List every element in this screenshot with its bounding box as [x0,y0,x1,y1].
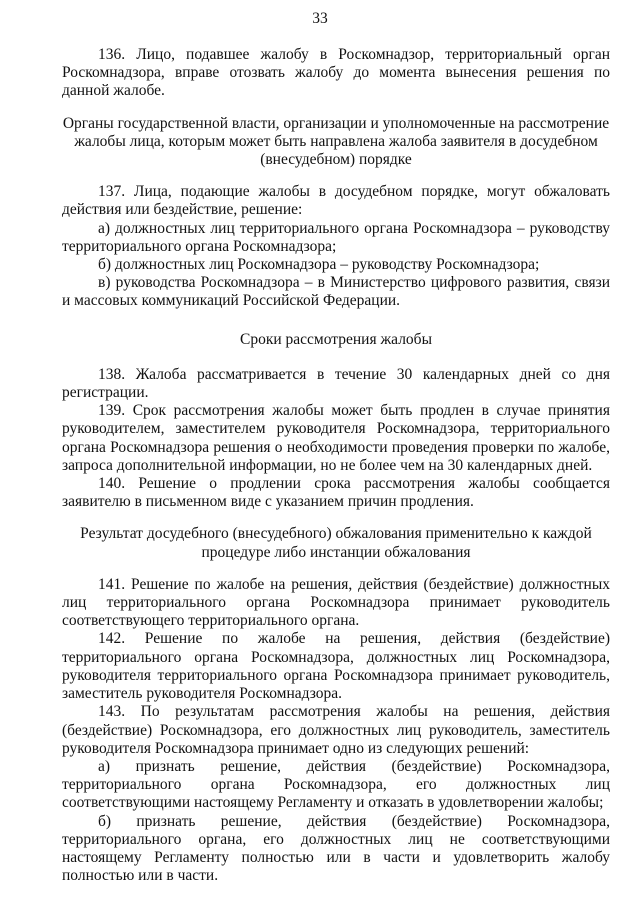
paragraph-138: 138. Жалоба рассматривается в течение 30 календарных дней со дня регистрации. [62,365,610,402]
section-heading-review-terms: Сроки рассмотрения жалобы [240,330,432,348]
paragraph-137: 137. Лица, подающие жалобы в досудебном порядке, могут обжаловать действия или бездействие, решение: [62,183,610,219]
paragraph-142: 142. Решение по жалобе на решения, действия (бездействие) территориального органа Роскомнадзора, должностных лиц Роскомнадзора, руководителя территориального органа Роскомнадзора принимает руководитель, заместитель руководителя Роскомнадзора. [62,630,610,703]
section-heading-appeal-bodies: Органы государственной власти, организации и уполномоченные на рассмотрение жалобы лица, которым может быть направлена жалоба заявителя в досудебном (внесудебном) порядке [62,114,610,169]
paragraph-143-a: а) признать решение, действия (бездействие) Роскомнадзора, территориального органа Роскомнадзора, его должностных лиц соответствующими настоящему Регламенту и отказать в удовлетворении жалобы; [62,757,610,812]
paragraph-137-a: а) должностных лиц территориального органа Роскомнадзора – руководству территориального органа Роскомнадзора; [62,219,610,255]
paragraph-136: 136. Лицо, подавшее жалобу в Роскомнадзор, территориальный орган Роскомнадзора, вправе отозвать жалобу до момента вынесения решения по данной жалобе. [62,46,610,100]
paragraph-141: 141. Решение по жалобе на решения, действия (бездействие) должностных лиц территориального органа Роскомнадзора принимает руководитель соответствующего территориального органа. [62,575,610,630]
paragraph-139: 139. Срок рассмотрения жалобы может быть продлен в случае принятия руководителем, заместителем руководителя Роскомнадзора, территориального органа Роскомнадзора решения о необходимости проведения проверки по жалобе, запроса дополнительной информации, но не более чем на 30 календарных дней. [62,402,610,474]
document-body [62,46,610,885]
section-heading-appeal-result: Результат досудебного (внесудебного) обжалования применительно к каждой процедуре либо инстанции обжалования [80,525,592,561]
paragraph-140: 140. Решение о продлении срока рассмотрения жалобы сообщается заявителю в письменном виде с указанием причин продления. [62,475,610,511]
paragraph-137-c: в) руководства Роскомнадзора – в Министерство цифрового развития, связи и массовых коммуникаций Российской Федерации. [62,274,610,310]
paragraph-137-b: б) должностных лиц Роскомнадзора – руководству Роскомнадзора; [98,256,540,274]
page-number: 33 [312,10,328,27]
paragraph-143-b: б) признать решение, действия (бездействие) Роскомнадзора, территориального органа, его должностных лиц не соответствующими настоящему Регламенту полностью или в части и удовлетворить жалобу полностью или в части. [62,812,610,885]
paragraph-143: 143. По результатам рассмотрения жалобы на решения, действия (бездействие) Роскомнадзора, его должностных лиц руководитель, заместитель руководителя Роскомнадзора принимает одно из следующих решений: [62,703,610,757]
